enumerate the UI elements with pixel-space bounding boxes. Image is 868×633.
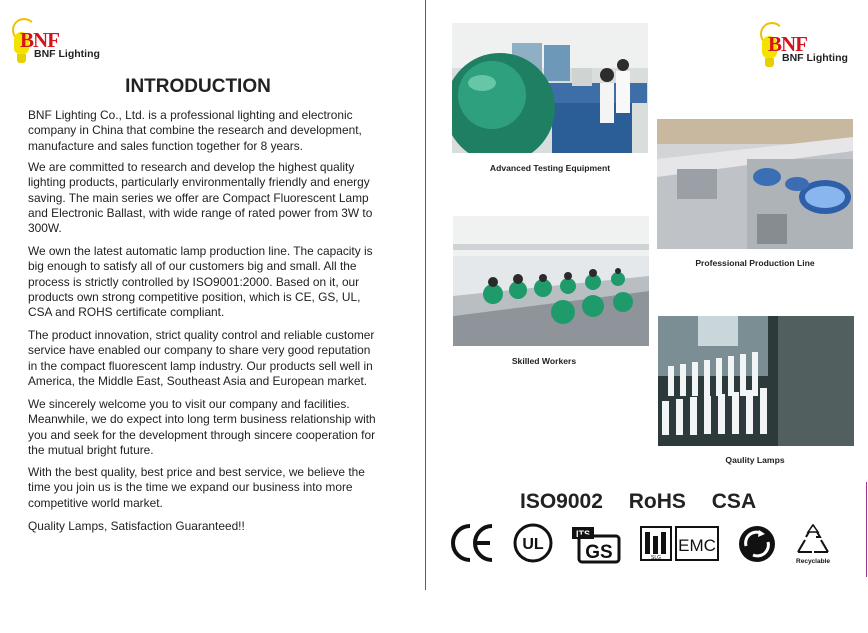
caption-workers: Skilled Workers bbox=[511, 356, 577, 366]
ul-mark-icon bbox=[512, 522, 554, 569]
intro-paragraph: We are committed to research and develop the highest quality lighting products, particularly environmentally friendly and energy saving. The main series we offer are Compact Fluorescent Lamp and Electronic Ballast, with wide range of rated power from 3W to 300W. bbox=[28, 160, 373, 236]
brand-name: BNF Lighting bbox=[34, 48, 100, 60]
cert-csa: CSA bbox=[711, 490, 757, 513]
intro-paragraph: We own the latest automatic lamp production line. The capacity is big enough to satisfy all of our customers big and small. All the process is strictly controlled by ISO9001:2000. Based on it, our products own strong competitive position, which is CE, GS, UL, CSA and ROHS certificate compliant. bbox=[28, 244, 373, 320]
intro-paragraph: With the best quality, best price and best service, we believe the time you join us is the time we expand our business into more competitive world market. bbox=[28, 465, 365, 510]
gs-text: GS bbox=[585, 542, 613, 563]
page-divider bbox=[425, 0, 426, 590]
recyclable-text: Recyclable bbox=[796, 558, 830, 565]
page-title: INTRODUCTION bbox=[125, 76, 271, 97]
green-dot-icon bbox=[737, 524, 777, 569]
brand-logo bbox=[12, 14, 100, 64]
cert-rohs: RoHS bbox=[628, 490, 686, 513]
intro-paragraph: We sincerely welcome you to visit our company and facilities. Meanwhile, we do expect into long term business relationship with you and seek for the development through sincere cooperation for the mutual bright future. bbox=[28, 397, 376, 457]
production-line-photo bbox=[657, 119, 853, 249]
skilled-workers-photo bbox=[453, 216, 649, 346]
emc-sub-text: SLG bbox=[650, 555, 662, 561]
intro-paragraph: The product innovation, strict quality control and reliable customer service have enabled our company to share very good reputation in the compact fluorescent lamp industry. Our products sell well in America, the Middle East, Southeast Asia and European market. bbox=[28, 328, 375, 388]
recycle-icon bbox=[792, 522, 834, 571]
cert-iso: ISO9002 bbox=[520, 490, 603, 513]
ce-mark-icon bbox=[450, 522, 496, 569]
page-edge bbox=[866, 482, 867, 577]
intro-paragraph: BNF Lighting Co., Ltd. is a professional lighting and electronic company in China that combine the research and development, manufacture and sales function together for 8 years. bbox=[28, 108, 362, 153]
brand-name: BNF Lighting bbox=[782, 52, 848, 64]
brand-mark: BNF bbox=[768, 32, 807, 56]
caption-lamps: Qaulity Lamps bbox=[725, 455, 785, 465]
gs-mark-icon bbox=[571, 526, 621, 569]
emc-text: EMC bbox=[678, 536, 716, 555]
certifications bbox=[520, 490, 776, 514]
quality-lamps-photo bbox=[658, 316, 854, 446]
gs-top-text: ITS bbox=[575, 529, 591, 539]
brand-logo-right bbox=[760, 18, 848, 68]
intro-paragraph: Quality Lamps, Satisfaction Guaranteed!! bbox=[28, 519, 245, 533]
testing-equipment-photo bbox=[452, 23, 648, 153]
emc-mark-icon bbox=[640, 526, 720, 569]
ul-text: UL bbox=[522, 536, 544, 553]
brand-mark: BNF bbox=[20, 28, 59, 52]
left-page bbox=[0, 0, 426, 633]
caption-testing: Advanced Testing Equipment bbox=[489, 163, 611, 173]
caption-production: Professional Production Line bbox=[695, 258, 815, 268]
